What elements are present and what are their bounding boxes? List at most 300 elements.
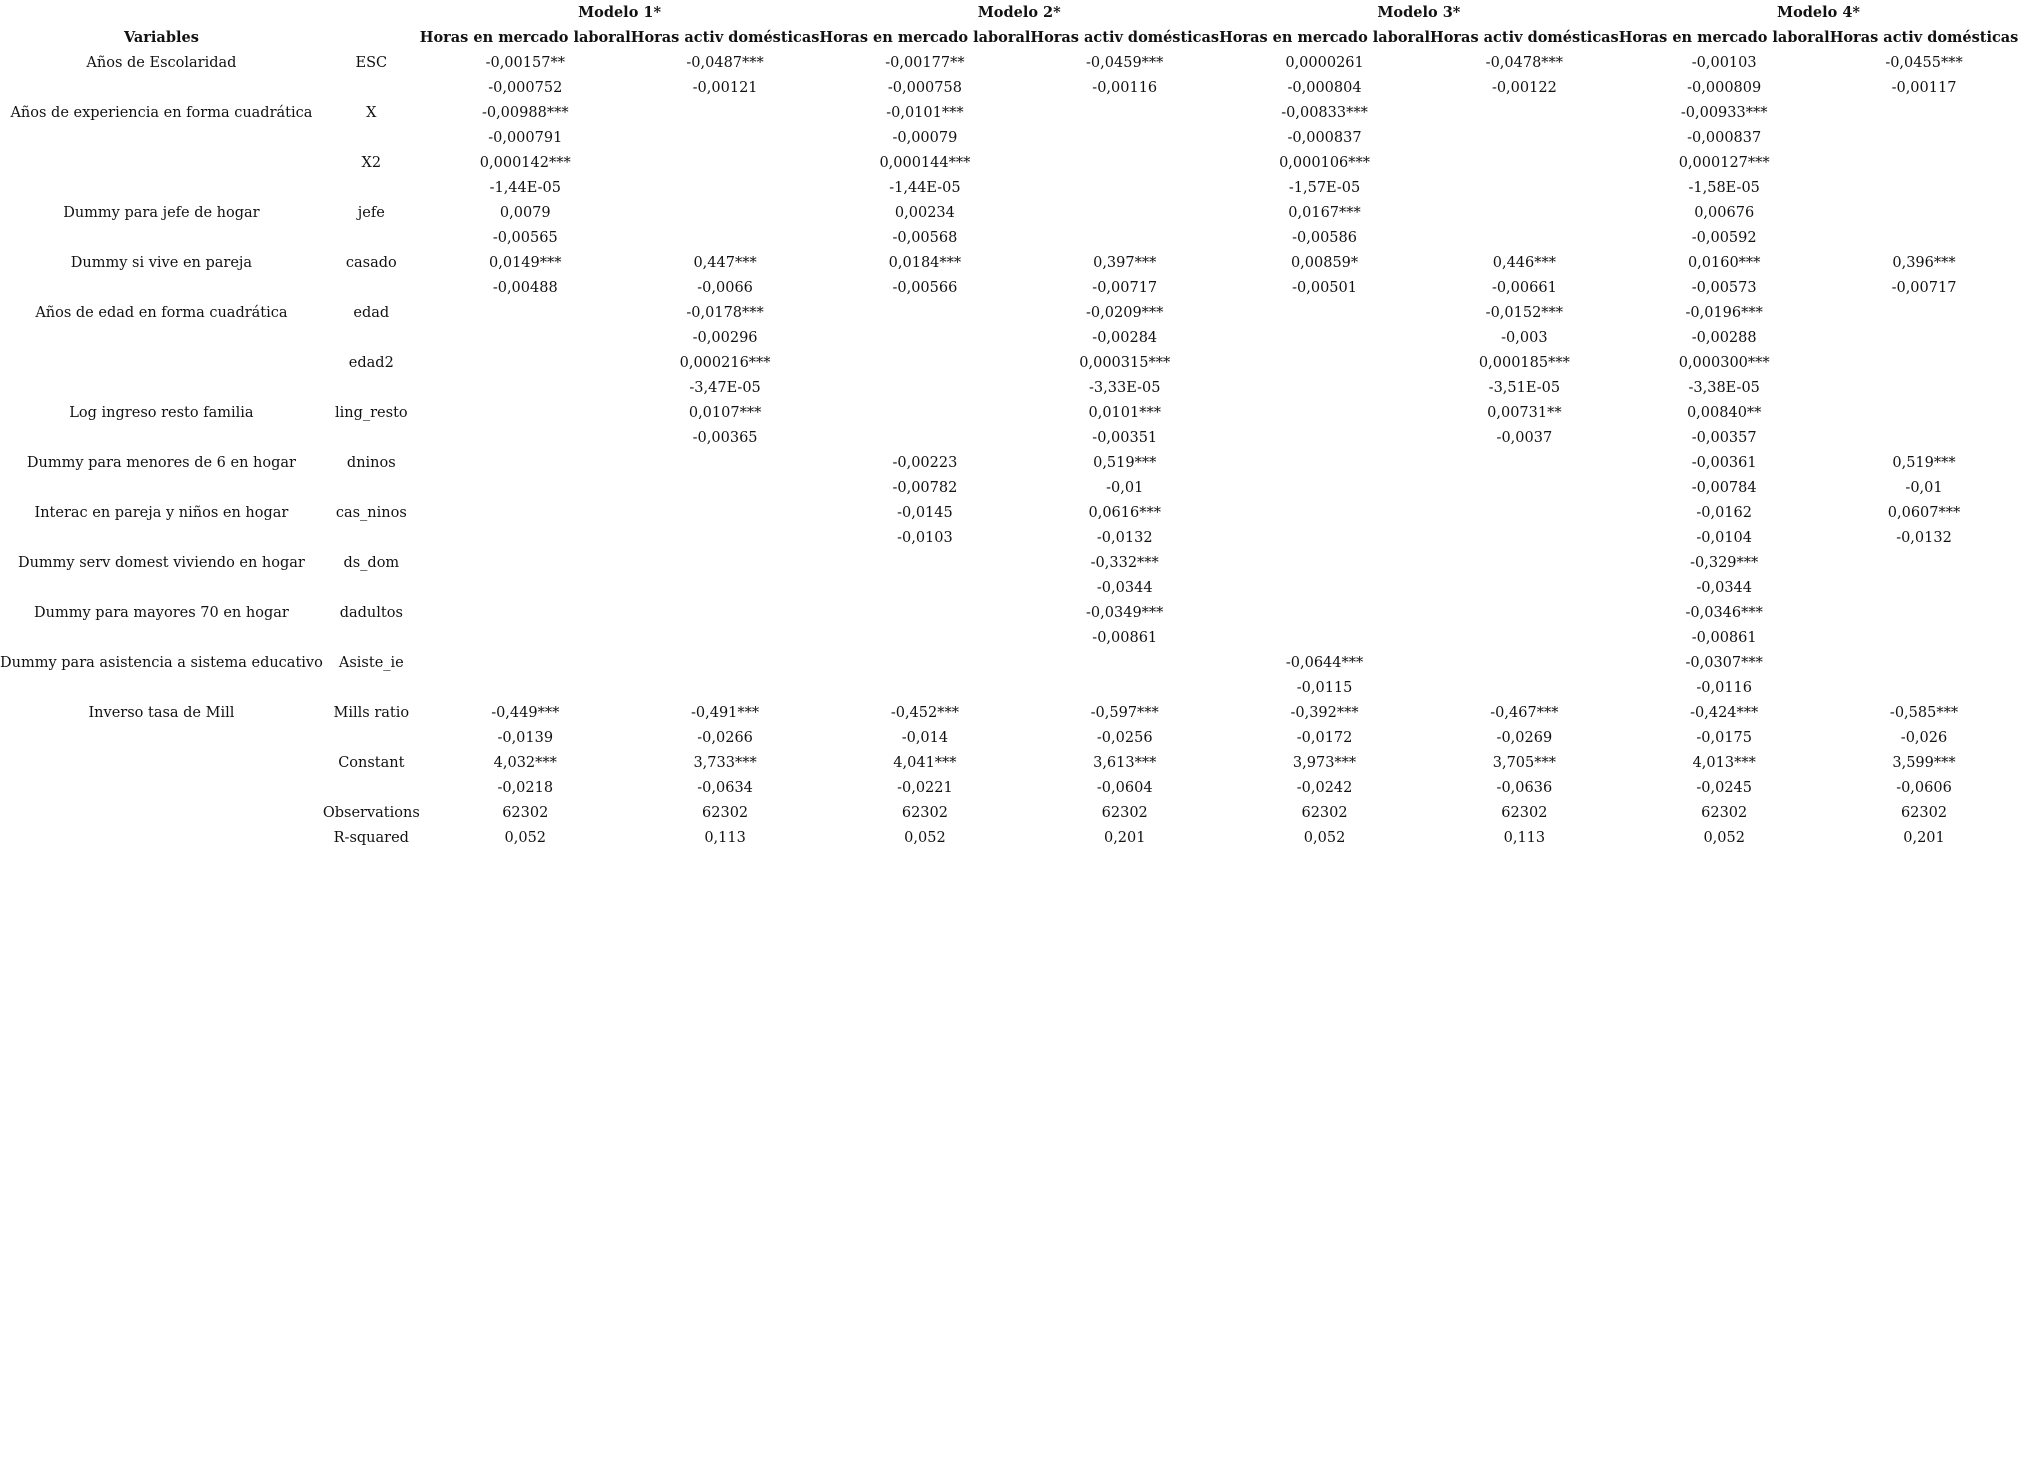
coefficient-cell: [631, 675, 820, 700]
coefficient-cell: -0,0606: [1896, 779, 1952, 796]
coefficient-cell: 3,599***: [1892, 754, 1956, 771]
coefficient-cell: -0,0221: [897, 779, 953, 796]
coefficient-cell: -0,00365: [692, 429, 758, 446]
coefficient-cell: [420, 325, 631, 350]
coefficient-cell: -0,00861: [1691, 629, 1757, 646]
variable-code: casado: [345, 254, 397, 271]
coefficient-cell: -0,000837: [1687, 129, 1762, 146]
model-4-header: Modelo 4*: [1777, 4, 1861, 21]
coefficient-cell: -0,0066: [697, 279, 753, 296]
coefficient-cell: -3,38E-05: [1688, 379, 1760, 396]
coefficient-cell: -0,0103: [897, 529, 953, 546]
coefficient-cell: -0,00361: [1691, 454, 1757, 471]
variable-code: [323, 175, 420, 200]
coefficient-cell: -0,00501: [1292, 279, 1357, 296]
coefficient-cell: -0,0349***: [1086, 604, 1164, 621]
coefficient-cell: -0,0145: [897, 504, 953, 521]
variable-code: edad: [353, 304, 390, 321]
dep-var-header: Horas activ domésticas: [630, 29, 820, 46]
coefficient-cell: -0,000791: [488, 129, 563, 146]
coefficient-cell: 3,705***: [1492, 754, 1556, 771]
coefficient-cell: 0,0167***: [1288, 204, 1361, 221]
coefficient-cell: [420, 475, 631, 500]
coefficient-cell: -0,0139: [497, 729, 554, 746]
coefficient-cell: [631, 625, 820, 650]
table-row: [0, 150, 2018, 175]
coefficient-cell: [420, 300, 631, 325]
variable-description: [0, 175, 323, 200]
variable-code: edad2: [348, 354, 394, 371]
coefficient-cell: -0,0172: [1296, 729, 1353, 746]
table-row: [0, 825, 2018, 850]
coefficient-cell: [631, 650, 820, 675]
coefficient-cell: -1,57E-05: [1288, 179, 1361, 196]
dep-var-header: Horas en mercado laboral: [419, 29, 631, 46]
coefficient-cell: -0,0132: [1096, 529, 1153, 546]
variable-description: [0, 775, 323, 800]
coefficient-cell: -0,00573: [1691, 279, 1757, 296]
coefficient-cell: [1430, 450, 1619, 475]
coefficient-cell: 0,052: [1303, 829, 1346, 846]
coefficient-cell: [631, 525, 820, 550]
coefficient-cell: -0,01: [1905, 479, 1943, 496]
coefficient-cell: [1430, 125, 1619, 150]
variable-description: [0, 725, 323, 750]
coefficient-cell: [819, 625, 1030, 650]
coefficient-cell: [631, 125, 820, 150]
coefficient-cell: 62302: [1301, 804, 1348, 821]
coefficient-cell: 3,733***: [693, 754, 757, 771]
coefficient-cell: -0,0346***: [1685, 604, 1763, 621]
coefficient-cell: [1830, 225, 2018, 250]
coefficient-cell: 0,0079: [499, 204, 551, 221]
coefficient-cell: -0,026: [1900, 729, 1948, 746]
table-row: [0, 725, 2018, 750]
coefficient-cell: 62302: [901, 804, 948, 821]
coefficient-cell: -0,00566: [892, 279, 958, 296]
table-row: [0, 400, 2018, 425]
coefficient-cell: [420, 625, 631, 650]
coefficient-cell: 0,447***: [693, 254, 757, 271]
variable-code: [323, 625, 420, 650]
coefficient-cell: [1830, 300, 2018, 325]
variable-description: [0, 125, 323, 150]
coefficient-cell: -0,00116: [1092, 79, 1158, 96]
coefficient-cell: [1219, 300, 1430, 325]
table-row: [0, 250, 2018, 275]
coefficient-cell: -0,00357: [1691, 429, 1757, 446]
coefficient-cell: -0,0242: [1296, 779, 1353, 796]
variable-description: Dummy para menores de 6 en hogar: [26, 454, 296, 471]
variable-code: dadultos: [339, 604, 403, 621]
variable-code: X: [366, 104, 377, 121]
table-row: [0, 325, 2018, 350]
coefficient-cell: -3,51E-05: [1488, 379, 1561, 396]
coefficient-cell: -0,00782: [892, 479, 958, 496]
coefficient-cell: 3,973***: [1292, 754, 1357, 771]
coefficient-cell: 0,000315***: [1079, 354, 1171, 371]
coefficient-cell: 62302: [1101, 804, 1148, 821]
coefficient-cell: [1830, 375, 2018, 400]
variable-code: dninos: [346, 454, 396, 471]
coefficient-cell: -0,00568: [892, 229, 958, 246]
coefficient-cell: 0,000300***: [1678, 354, 1770, 371]
coefficient-cell: -0,597***: [1090, 704, 1159, 721]
coefficient-cell: -0,449***: [491, 704, 560, 721]
table-row: [0, 100, 2018, 125]
variable-description: Inverso tasa de Mill: [88, 704, 235, 721]
coefficient-cell: 0,052: [1703, 829, 1745, 846]
coefficient-cell: [1219, 350, 1430, 375]
coefficient-cell: [819, 675, 1030, 700]
coefficient-cell: -0,0175: [1696, 729, 1753, 746]
coefficient-cell: -0,0604: [1096, 779, 1153, 796]
table-row: [0, 200, 2018, 225]
coefficient-cell: [1030, 175, 1219, 200]
coefficient-cell: 0,201: [1903, 829, 1945, 846]
variable-description: [0, 425, 323, 450]
coefficient-cell: [420, 550, 631, 575]
variable-code: [323, 75, 420, 100]
variable-description: [0, 525, 323, 550]
coefficient-cell: 0,000216***: [679, 354, 771, 371]
coefficient-cell: -0,0634: [697, 779, 753, 796]
variable-code: [323, 425, 420, 450]
coefficient-cell: [1430, 500, 1619, 525]
coefficient-cell: -0,0037: [1496, 429, 1553, 446]
variable-code: R-squared: [333, 829, 409, 846]
dep-var-header: Horas activ domésticas: [1829, 29, 2018, 46]
coefficient-cell: 0,113: [1503, 829, 1546, 846]
coefficient-cell: 62302: [1701, 804, 1748, 821]
coefficient-cell: 0,201: [1103, 829, 1146, 846]
variable-description: [0, 350, 323, 375]
coefficient-cell: [1830, 350, 2018, 375]
variables-header: Variables: [123, 29, 199, 46]
table-row: [0, 575, 2018, 600]
coefficient-cell: -0,0116: [1696, 679, 1753, 696]
coefficient-cell: -0,0459***: [1086, 54, 1164, 71]
table-row: [0, 525, 2018, 550]
coefficient-cell: -0,392***: [1290, 704, 1359, 721]
coefficient-cell: [631, 500, 820, 525]
coefficient-cell: [819, 575, 1030, 600]
coefficient-cell: 0,00840**: [1686, 404, 1762, 421]
variable-code: Mills ratio: [333, 704, 410, 721]
variable-description: [0, 375, 323, 400]
coefficient-cell: 0,00234: [894, 204, 955, 221]
coefficient-cell: -0,00833***: [1281, 104, 1368, 121]
coefficient-cell: [420, 500, 631, 525]
coefficient-cell: 0,0160***: [1687, 254, 1761, 271]
variable-description: Años de edad en forma cuadrática: [35, 304, 288, 321]
coefficient-cell: 62302: [502, 804, 549, 821]
model-header-row: [0, 0, 2018, 25]
coefficient-cell: [1830, 600, 2018, 625]
coefficient-cell: [631, 200, 820, 225]
coefficient-cell: [631, 575, 820, 600]
coefficient-cell: -0,00784: [1691, 479, 1757, 496]
coefficient-cell: -0,0344: [1696, 579, 1753, 596]
table-row: [0, 275, 2018, 300]
coefficient-cell: [1030, 650, 1219, 675]
coefficient-cell: 0,0107***: [688, 404, 762, 421]
variable-description: [0, 75, 323, 100]
coefficient-cell: [1830, 125, 2018, 150]
coefficient-cell: [1430, 525, 1619, 550]
coefficient-cell: [1219, 400, 1430, 425]
coefficient-cell: 0,00859*: [1290, 254, 1359, 271]
coefficient-cell: -0,0266: [697, 729, 753, 746]
coefficient-cell: -0,0152***: [1485, 304, 1564, 321]
coefficient-cell: [631, 175, 820, 200]
coefficient-cell: [420, 600, 631, 625]
coefficient-cell: -0,01: [1106, 479, 1144, 496]
coefficient-cell: -0,00861: [1092, 629, 1158, 646]
coefficient-cell: 0,0149***: [489, 254, 562, 271]
coefficient-cell: -0,0636: [1496, 779, 1553, 796]
variable-code: [323, 675, 420, 700]
coefficient-cell: 0,000185***: [1478, 354, 1570, 371]
coefficient-cell: -0,00079: [892, 129, 958, 146]
coefficient-cell: [1030, 100, 1219, 125]
variable-code: cas_ninos: [335, 504, 407, 521]
coefficient-cell: [420, 675, 631, 700]
coefficient-cell: [1430, 200, 1619, 225]
coefficient-cell: -0,0104: [1696, 529, 1753, 546]
coefficient-cell: -0,332***: [1090, 554, 1159, 571]
coefficient-cell: 0,519***: [1892, 454, 1956, 471]
coefficient-cell: 0,397***: [1093, 254, 1157, 271]
coefficient-cell: [1430, 575, 1619, 600]
variable-description: [0, 325, 323, 350]
coefficient-cell: [1219, 500, 1430, 525]
coefficient-cell: 0,052: [504, 829, 547, 846]
coefficient-cell: [1219, 450, 1430, 475]
table-row: [0, 700, 2018, 725]
coefficient-cell: [1430, 550, 1619, 575]
table-row: [0, 750, 2018, 775]
coefficient-cell: [819, 400, 1030, 425]
coefficient-cell: [1219, 575, 1430, 600]
table-row: [0, 375, 2018, 400]
coefficient-cell: 0,0101***: [1088, 404, 1161, 421]
coefficient-cell: -0,00717: [1891, 279, 1957, 296]
table-row: [0, 800, 2018, 825]
coefficient-cell: 0,000127***: [1678, 154, 1770, 171]
coefficient-cell: [1830, 575, 2018, 600]
coefficient-cell: -0,014: [901, 729, 949, 746]
coefficient-cell: [1030, 675, 1219, 700]
coefficient-cell: [1030, 200, 1219, 225]
coefficient-cell: [1430, 625, 1619, 650]
variable-code: [323, 125, 420, 150]
coefficient-cell: [631, 150, 820, 175]
coefficient-cell: [1219, 625, 1430, 650]
variable-code: [323, 725, 420, 750]
coefficient-cell: -0,0478***: [1485, 54, 1564, 71]
coefficient-cell: -0,424***: [1690, 704, 1759, 721]
coefficient-cell: -0,00565: [492, 229, 558, 246]
coefficient-cell: [1219, 325, 1430, 350]
coefficient-cell: 62302: [1900, 804, 1948, 821]
variable-code: [323, 375, 420, 400]
coefficient-cell: 0,000144***: [879, 154, 971, 171]
model-2-header: Modelo 2*: [977, 4, 1061, 21]
coefficient-cell: 0,052: [904, 829, 946, 846]
coefficient-cell: -0,0101***: [886, 104, 964, 121]
coefficient-cell: [1430, 100, 1619, 125]
coefficient-cell: -0,0344: [1096, 579, 1153, 596]
coefficient-cell: 0,396***: [1892, 254, 1956, 271]
coefficient-cell: -0,0269: [1496, 729, 1553, 746]
coefficient-cell: -0,0209***: [1086, 304, 1164, 321]
variable-code: [323, 325, 420, 350]
coefficient-cell: -0,0218: [497, 779, 554, 796]
variable-code: [323, 775, 420, 800]
coefficient-cell: 0,00731**: [1487, 404, 1562, 421]
coefficient-cell: -0,00296: [692, 329, 758, 346]
coefficient-cell: 0,113: [704, 829, 746, 846]
coefficient-cell: -0,00223: [892, 454, 958, 471]
coefficient-cell: 3,613***: [1093, 754, 1157, 771]
coefficient-cell: -0,0178***: [686, 304, 764, 321]
coefficient-cell: 0,0616***: [1088, 504, 1161, 521]
blank-cell: [323, 25, 420, 50]
variable-code: [323, 575, 420, 600]
coefficient-cell: [420, 375, 631, 400]
coefficient-cell: [819, 325, 1030, 350]
coefficient-cell: 0,0607***: [1887, 504, 1961, 521]
coefficient-cell: -0,00661: [1491, 279, 1557, 296]
variable-description: Log ingreso resto familia: [69, 404, 254, 421]
coefficient-cell: -1,58E-05: [1688, 179, 1760, 196]
table-row: [0, 625, 2018, 650]
variable-description: [0, 225, 323, 250]
coefficient-cell: -0,0455***: [1885, 54, 1963, 71]
coefficient-cell: -0,00351: [1092, 429, 1158, 446]
coefficient-cell: [1830, 625, 2018, 650]
coefficient-cell: 62302: [1501, 804, 1548, 821]
coefficient-cell: [420, 525, 631, 550]
variable-code: [323, 225, 420, 250]
coefficient-cell: -0,00586: [1292, 229, 1357, 246]
coefficient-cell: [631, 225, 820, 250]
coefficient-cell: -3,33E-05: [1089, 379, 1161, 396]
coefficient-cell: -0,00157**: [485, 54, 565, 71]
coefficient-cell: 0,000142***: [479, 154, 571, 171]
variable-description: [0, 150, 323, 175]
variable-code: Constant: [338, 754, 405, 771]
table-row: [0, 75, 2018, 100]
coefficient-cell: [1219, 425, 1430, 450]
coefficient-cell: 4,032***: [493, 754, 557, 771]
coefficient-cell: -0,467***: [1490, 704, 1559, 721]
coefficient-cell: [631, 100, 820, 125]
coefficient-cell: [631, 475, 820, 500]
dep-var-header: Horas en mercado laboral: [1618, 29, 1830, 46]
coefficient-cell: [1830, 175, 2018, 200]
coefficient-cell: -0,00177**: [885, 54, 965, 71]
table-row: [0, 500, 2018, 525]
coefficient-cell: 0,000106***: [1279, 154, 1371, 171]
variable-code: [323, 475, 420, 500]
variable-description: Años de Escolaridad: [86, 54, 237, 71]
coefficient-cell: -0,0196***: [1685, 304, 1763, 321]
coefficient-cell: 4,013***: [1692, 754, 1756, 771]
coefficient-cell: -3,47E-05: [689, 379, 761, 396]
table-row: [0, 450, 2018, 475]
coefficient-cell: -0,000752: [488, 79, 563, 96]
coefficient-cell: 0,00676: [1694, 204, 1755, 221]
coefficient-cell: -0,00121: [692, 79, 758, 96]
coefficient-cell: [1030, 150, 1219, 175]
variable-description: [0, 750, 323, 775]
variable-code: ling_resto: [334, 404, 408, 421]
coefficient-cell: [631, 600, 820, 625]
coefficient-cell: 62302: [702, 804, 749, 821]
table-row: [0, 675, 2018, 700]
variable-code: [323, 275, 420, 300]
table-row: [0, 425, 2018, 450]
coefficient-cell: [1430, 225, 1619, 250]
coefficient-cell: -0,00117: [1891, 79, 1957, 96]
coefficient-cell: [1430, 475, 1619, 500]
blank-cell: [0, 0, 323, 25]
variable-description: [0, 800, 323, 825]
coefficient-cell: [1830, 675, 2018, 700]
coefficient-cell: -1,44E-05: [889, 179, 961, 196]
table-row: [0, 175, 2018, 200]
coefficient-cell: -0,00288: [1691, 329, 1757, 346]
coefficient-cell: -0,000804: [1287, 79, 1362, 96]
coefficient-cell: [819, 550, 1030, 575]
model-3-header: Modelo 3*: [1377, 4, 1461, 21]
table-row: [0, 125, 2018, 150]
variable-description: Dummy para mayores 70 en hogar: [34, 604, 289, 621]
variable-description: Dummy serv domest viviendo en hogar: [17, 554, 305, 571]
coefficient-cell: -0,0644***: [1285, 654, 1364, 671]
coefficient-cell: -0,329***: [1690, 554, 1759, 571]
table-body: [0, 50, 2018, 850]
model-1-header: Modelo 1*: [578, 4, 662, 21]
coefficient-cell: 0,0184***: [888, 254, 962, 271]
coefficient-cell: [1830, 100, 2018, 125]
coefficient-cell: -0,00717: [1092, 279, 1158, 296]
coefficient-cell: -0,452***: [890, 704, 959, 721]
coefficient-cell: -0,0256: [1096, 729, 1153, 746]
variable-description: Dummy para jefe de hogar: [63, 204, 260, 221]
coefficient-cell: [819, 375, 1030, 400]
coefficient-cell: [1430, 650, 1619, 675]
coefficient-cell: [631, 450, 820, 475]
coefficient-cell: [420, 450, 631, 475]
coefficient-cell: -0,0132: [1896, 529, 1952, 546]
table-row: [0, 50, 2018, 75]
variable-code: ESC: [355, 54, 388, 71]
coefficient-cell: [1430, 150, 1619, 175]
dependent-variable-header-row: [0, 25, 2018, 50]
coefficient-cell: -0,000809: [1687, 79, 1762, 96]
coefficient-cell: [1830, 650, 2018, 675]
coefficient-cell: -0,00933***: [1680, 104, 1768, 121]
dep-var-header: Horas en mercado laboral: [1219, 29, 1431, 46]
variable-code: [323, 525, 420, 550]
coefficient-cell: [819, 300, 1030, 325]
variable-description: Años de experiencia en forma cuadrática: [10, 104, 313, 121]
coefficient-cell: [1219, 550, 1430, 575]
coefficient-cell: -0,0162: [1696, 504, 1753, 521]
